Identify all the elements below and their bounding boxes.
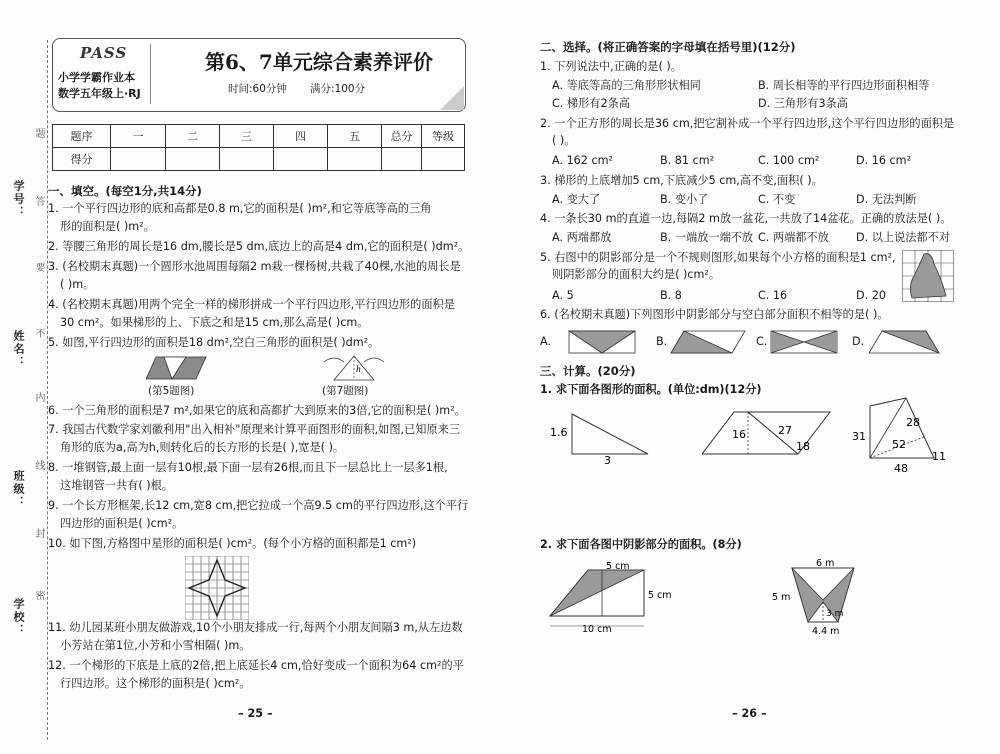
- calc-figure-trapezoid: [848, 396, 948, 474]
- score-table-header-cell: 五: [327, 124, 382, 148]
- choice-option: B. 变小了: [660, 193, 709, 206]
- sfig1-top-label: 5 cm: [606, 561, 630, 572]
- choice-option: C. 16: [758, 289, 788, 302]
- question-line: 4. (名校期末真题)用两个完全一样的梯形拼成一个平行四边形,平行四边形的面积是: [48, 298, 455, 311]
- score-table-header-cell: 二: [165, 124, 220, 148]
- score-entry-cell: [421, 147, 465, 171]
- fig3-mid-label: 52: [892, 438, 906, 451]
- calc-figure-parallelogram: [702, 408, 832, 464]
- question-line: 2. 等腰三角形的周长是16 dm,腰长是5 dm,底边上的高是4 dm,它的面积是( )dm²。: [48, 240, 470, 253]
- fig3-top-label: 28: [906, 416, 920, 429]
- seal-char: 题: [33, 128, 44, 140]
- q2-1: 1. 下列说法中,正确的是( )。: [540, 60, 682, 73]
- choice-option: A.: [540, 335, 552, 348]
- seal-char: 要: [33, 262, 44, 274]
- header-divider: [150, 44, 151, 104]
- choice-option: B. 81 cm²: [660, 154, 715, 167]
- score-entry-cell: [110, 147, 166, 171]
- question-line: 8. 一堆钢管,最上面一层有10根,最下面一层有26根,而且下一层总比上一层多1根,: [48, 461, 448, 474]
- figure-q2-5-irregular-shape: [902, 250, 954, 302]
- q2-5a: 5. 右图中的阴影部分是一个不规则图形,如果每个小方格的面积是1 cm²,: [540, 251, 896, 264]
- section3-part1: 1. 求下面各图形的面积。(单位:dm)(12分): [540, 383, 762, 396]
- fig3-left-label: 31: [852, 430, 866, 443]
- seal-char: 线: [33, 460, 44, 472]
- choice-option: C. 梯形有2条高: [552, 97, 630, 110]
- seal-char: 密: [33, 590, 44, 602]
- figure-q7-h-label: h: [356, 365, 362, 374]
- series-grade: 数学五年级上·RJ: [58, 87, 141, 100]
- figure-q10-star-grid: [185, 556, 249, 620]
- choice-option: C. 不变: [758, 193, 796, 206]
- shaded-figure-2: [768, 556, 878, 636]
- q2-6-option-b-figure: [670, 330, 746, 354]
- choice-option: A. 变大了: [552, 193, 601, 206]
- student-info-label: 姓名：: [12, 330, 25, 369]
- choice-option: A. 两端都放: [552, 231, 612, 244]
- question-line: 10. 如下图,方格图中星形的面积是( )cm²。(每个小方格的面积都是1 cm²): [48, 537, 417, 550]
- q2-3: 3. 梯形的上底增加5 cm,下底减少5 cm,高不变,面积( )。: [540, 174, 823, 187]
- sfig2-base-label: 4.4 m: [812, 626, 840, 636]
- choice-option: B. 一端放一端不放: [660, 231, 754, 244]
- page-title: 第6、7单元综合素养评价: [205, 50, 433, 74]
- pass-logo: PASS: [80, 44, 128, 62]
- fig2-height-label: 16: [732, 428, 746, 441]
- choice-option: A. 5: [552, 289, 574, 302]
- seal-char: 答: [33, 196, 44, 208]
- score-table-header-cell: 题序: [52, 124, 111, 148]
- fig3-base-label: 48: [894, 462, 908, 474]
- question-line: 5. 如图,平行四边形的面积是18 dm²,空白三角形的面积是( )dm²。: [48, 336, 380, 349]
- q2-5b: 则阴影部分的面积大约是( )cm²。: [552, 268, 721, 281]
- series-name: 小学学霸作业本: [58, 71, 135, 84]
- sfig2-top-label: 6 m: [816, 558, 835, 569]
- question-line: 12. 一个梯形的下底是上底的2倍,把上底延长4 cm,恰好变成一个面积为64 cm²的平: [48, 659, 464, 672]
- shaded-figure-1: [548, 560, 678, 636]
- question-line: ( )m。: [60, 278, 95, 291]
- score-entry-cell: [165, 147, 220, 171]
- score-table-header-cell: 总分: [381, 124, 422, 148]
- fig2-base-label: 18: [796, 440, 810, 453]
- choice-option: D. 三角形有3条高: [758, 97, 848, 110]
- sfig1-right-label: 5 cm: [648, 590, 672, 601]
- choice-option: B.: [656, 335, 668, 348]
- fig1-base-label: 3: [604, 454, 611, 464]
- q2-4: 4. 一条长30 m的直道一边,每隔2 m放一盆花,一共放了14盆花。正确的放法是( )。: [540, 212, 952, 225]
- choice-option: D. 以上说法都不对: [856, 231, 951, 244]
- choice-option: C. 100 cm²: [758, 154, 820, 167]
- score-table-row-label: 得分: [52, 147, 111, 171]
- section1-heading: 一、填空。(每空1分,共14分): [48, 184, 202, 198]
- question-line: 四边形的面积是( )cm²。: [60, 517, 184, 530]
- choice-option: D.: [852, 335, 865, 348]
- question-line: 行四边形。这个梯形的面积是( )cm²。: [60, 677, 251, 690]
- sfig2-mid-label: 3 m: [826, 609, 844, 619]
- question-line: 30 cm²。如果梯形的上、下底之和是15 cm,那么高是( )cm。: [60, 316, 369, 329]
- section3-part2: 2. 求下面各图中阴影部分的面积。(8分): [540, 538, 742, 551]
- section2-heading: 二、选择。(将正确答案的字母填在括号里)(12分): [540, 40, 796, 54]
- fig1-height-label: 1.6: [550, 426, 568, 439]
- score-table-header-cell: 三: [219, 124, 274, 148]
- calc-figure-triangle: [548, 408, 658, 464]
- score-entry-cell: [273, 147, 328, 171]
- page-curl: [440, 86, 464, 110]
- score-table-header-cell: 一: [110, 124, 166, 148]
- figure-q5-caption: (第5题图): [148, 385, 195, 397]
- figure-q7-triangle: [314, 352, 394, 382]
- choice-option: A. 等底等高的三角形形状相同: [552, 79, 701, 92]
- choice-option: D. 无法判断: [856, 193, 917, 206]
- choice-option: D. 20: [856, 289, 886, 302]
- sfig2-left-label: 5 m: [772, 592, 791, 603]
- seal-char: 内: [33, 392, 44, 404]
- exam-time: 时间:60分钟: [228, 83, 287, 95]
- figure-q5-parallelogram: [146, 355, 208, 381]
- question-line: 小芳站在第1位,小芳和小雪相隔( )m。: [60, 639, 251, 652]
- question-line: 7. 我国古代数学家刘徽利用"出入相补"原理来计算平面图形的面积,如图,已知原来三: [48, 423, 461, 436]
- page-number-right: – 26 –: [732, 707, 767, 720]
- q2-2a: 2. 一个正方形的周长是36 cm,把它割补成一个平行四边形,这个平行四边形的面积是: [540, 117, 955, 130]
- seal-char: 封: [33, 528, 44, 540]
- question-line: 11. 幼儿园某班小朋友做游戏,10个小朋友排成一行,每两个小朋友间隔3 m,从左边数: [48, 621, 463, 634]
- score-table-header-cell: 四: [273, 124, 328, 148]
- figure-q7-caption: (第7题图): [322, 385, 369, 397]
- question-line: 角形的底为a,高为h,则转化后的长方形的长是( ),宽是( )。: [60, 441, 345, 454]
- choice-option: D. 16 cm²: [856, 154, 912, 167]
- choice-option: A. 162 cm²: [552, 154, 614, 167]
- section3-heading: 三、计算。(20分): [540, 364, 636, 378]
- score-entry-cell: [381, 147, 422, 171]
- q2-6-option-c-figure: [770, 330, 840, 354]
- student-info-label: 班级：: [12, 470, 25, 509]
- binding-line: [47, 40, 48, 740]
- choice-option: C. 两端都不放: [758, 231, 829, 244]
- student-info-label: 学校：: [12, 598, 25, 637]
- question-line: 1. 一个平行四边形的底和高都是0.8 m,它的面积是( )m²,和它等底等高的三角: [48, 202, 432, 215]
- exam-score: 满分:100分: [310, 83, 366, 95]
- score-table-header-cell: 等级: [421, 124, 465, 148]
- score-entry-cell: [219, 147, 274, 171]
- page-number-left: – 25 –: [238, 707, 273, 720]
- q2-6-option-a-figure: [568, 330, 638, 354]
- q2-6-option-d-figure: [868, 330, 940, 354]
- question-line: 这堆钢管一共有( )根。: [60, 479, 173, 492]
- score-entry-cell: [327, 147, 382, 171]
- question-line: 形的面积是( )m²。: [60, 220, 155, 233]
- q2-6: 6. (名校期末真题)下列图形中阴影部分与空白部分面积不相等的是( )。: [540, 308, 889, 321]
- question-line: 3. (名校期末真题)一个圆形水池周围每隔2 m栽一棵杨树,共栽了40棵,水池的周长是: [48, 260, 461, 273]
- choice-option: B. 周长相等的平行四边形面积相等: [758, 79, 930, 92]
- question-line: 9. 一个长方形框架,长12 cm,宽8 cm,把它拉成一个高9.5 cm的平行四边形,这个平行: [48, 499, 469, 512]
- seal-char: 不: [33, 328, 44, 340]
- student-info-label: 学号：: [12, 180, 25, 219]
- choice-option: B. 8: [660, 289, 682, 302]
- question-line: 6. 一个三角形的面积是7 m²,如果它的底和高都扩大到原来的3倍,它的面积是( )m²。: [48, 404, 466, 417]
- fig2-side-label: 27: [778, 424, 792, 437]
- q2-2b: ( )。: [552, 134, 576, 147]
- choice-option: C.: [756, 335, 768, 348]
- fig3-right-label: 11: [932, 450, 946, 463]
- sfig1-base-label: 10 cm: [582, 624, 612, 635]
